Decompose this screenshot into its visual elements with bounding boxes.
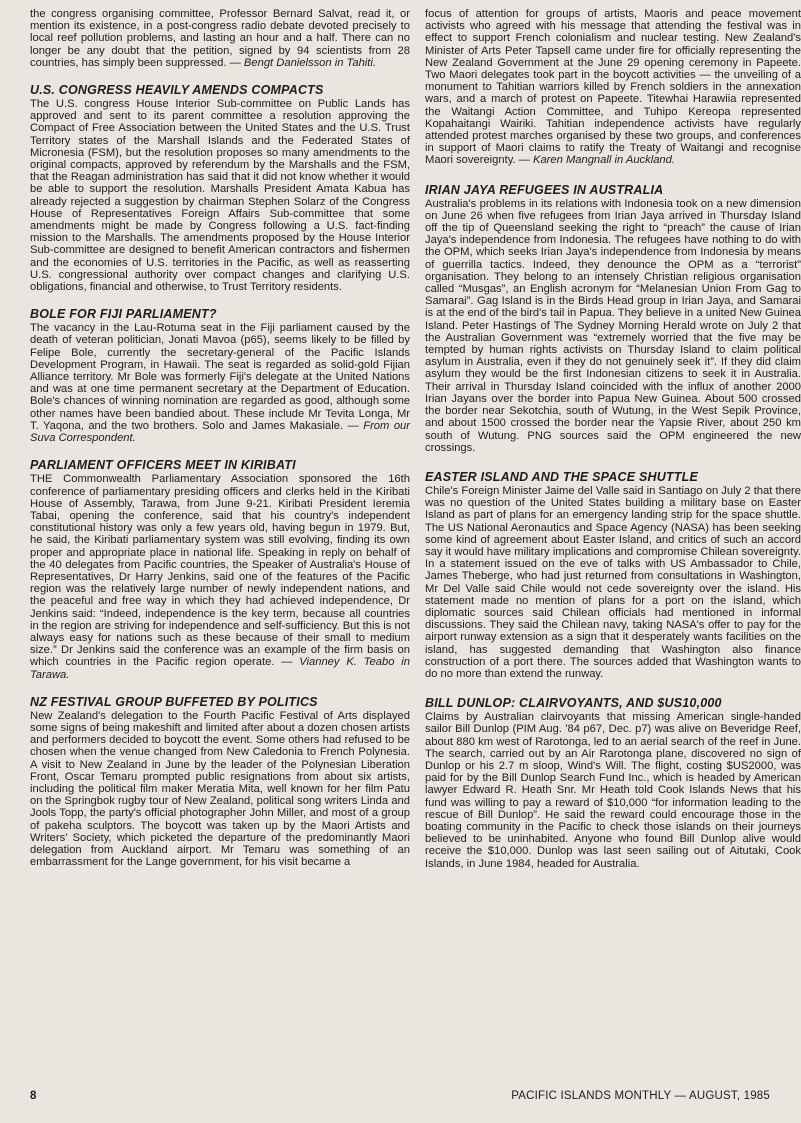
article-bole xyxy=(30,307,410,444)
article-body xyxy=(30,473,410,680)
article-body: Chile's Foreign Minister Jaime del Valle said in Santiago on July 2 that there was no question of the United States building a military base on Easter Island as part of plans for an emergency landing strip for the space shuttle. The US National Aeronautics and Space Agency (NASA) has been seeking some kind of agreement about Easter Island, and critics of such an accord say it would have military implications and compromise Chilean sovereignty. In a statement issued on the eve of talks with US Ambassador to Chile, James Theberge, who had just returned from consultations in Washington, Mr Del Valle said Chile would not cede sovereignty over the island. His statement made no mention of plans for a port on the island, which diplomatic sources said Chilean officials had mentioned in informal discussions. They said the Chilean navy, taking NASA's offer to pay for the airport runway extension as a sign that it desperately wants facilities on the island, has suggested demanding that Washington also finance construction of a port there. The sources added that Washington wants to do no more than extend the runway. xyxy=(425,484,801,680)
body-text: focus of attention for groups of artists, Maoris and peace movement activists who agreed with his message that attending the festival was in effect to support French colonialism and nuclear testing. New Zealand's Minister of Arts Peter Tapsell came under fire for officially representing the New Zealand Government at the June 29 opening ceremony in Papeete. Two Maori delegates took part in the boycott activities — the unveiling of a monument to Tahitian warriors killed by French soldiers in the annexation wars, and a march of protest on Papeete. Titewhai Harawiia represented the Waitangi Action Committee, and Tuhipo Kereopa represented Kopahaitangi Wairiki. Tahitian independence activists have regularly attended protest marches organised by these two groups, and conferences in support of Maori claims to ratify the Treaty of Waitangi and recognise Maori sovereignty. — xyxy=(425,8,801,167)
byline: Karen Mangnall in Auckland. xyxy=(532,154,675,167)
running-title: PACIFIC ISLANDS MONTHLY — AUGUST, 1985 xyxy=(511,1090,770,1102)
byline: From our Suva Correspondent. xyxy=(30,419,410,445)
article-body xyxy=(30,8,410,69)
article-body: The U.S. congress House Interior Sub-committee on Public Lands has approved and sent to its parent committee a resolution approving the Compact of Free Association between the United States and the U.S. Trust Territory states of the Marshall Islands and the Federated States of Micronesia (FSM), but the resolution proposes so many amendments to the original compacts, approved by referendum by the Marshalls and the FSM, that the Reagan administration has said that it did not know whether it would be able to support the resolution. Marshalls President Amata Kabua has already rejected a suggestion by chairman Stephen Solarz of the Congress House of Representatives Foreign Affairs Sub-committee that some amendments might be made by Congress following a U.S. fact-finding mission to the Marshalls. The amendments proposed by the House Interior Sub-committee are designed to benefit American contractors and fishermen and the economies of U.S. territories in the Pacific, as well as reasserting U.S. congressional authority over compact changes and clarifying U.S. obligations, financial and otherwise, to Trust Territory residents. xyxy=(30,98,410,294)
article-body: Claims by Australian clairvoyants that missing American single-handed sailor Bill Dunlop (PIM Aug. '84 p67, Dec. p7) was alive on Beveridge Reef, about 880 km west of Rarotonga, led to an aerial search of the reef in June. The search, carried out by an Air Rarotonga plane, discovered no sign of Dunlop or his 2.7 m sloop, Wind's Will. The flight, costing $US2000, was paid for by the Bill Dunlop Search Fund Inc., which is headed by American lawyer Edward R. Heath Snr. Mr Heath told Cook Islands News that his fund was willing to pay a reward of $10,000 “for information leading to the rescue of Bill Dunlop”. He said the reward could encourage those in the boating community in the Pacific to check those islands on their journeys believed to be uninhabited. Anyone who found Bill Dunlop alive would receive the $10,000. Dunlop was last seen sailing out of Aitutaki, Cook Islands, in June 1984, headed for Australia. xyxy=(425,711,801,870)
byline: Vianney K. Teabo in Tarawa. xyxy=(30,656,410,681)
article-headline: IRIAN JAYA REFUGEES IN AUSTRALIA xyxy=(425,182,664,197)
page-footer xyxy=(30,1090,770,1108)
body-text: The vacancy in the Lau-Rotuma seat in the Fiji parliament caused by the death of veteran politician, Jonati Mavoa (p65), seems likely to be filled by Felipe Bole, currently the secretary-general of the Pacific Islands Development Program, in Hawaii. The seat is regarded as solid-gold Fijian Alliance territory. Mr Bole was formerly Fiji's delegate at the United Nations and was at one time permanent secretary at the Department of Education. Bole's chances of winning nomination are regarded as good, although some other names have been bandied about. These include Mr Tevita Longa, Mr T. Yaqona, and the two brothers. Solo and James Makasiale. — xyxy=(30,322,410,432)
article-nz-festival xyxy=(30,695,410,869)
article-headline: PARLIAMENT OFFICERS MEET IN KIRIBATI xyxy=(30,458,296,473)
article-headline: BILL DUNLOP: CLAIRVOYANTS, AND $US10,000 xyxy=(425,696,722,711)
page-number: 8 xyxy=(30,1090,37,1102)
body-text: THE Commonwealth Parliamentary Association sponsored the 16th conference of parliamentary presiding officers and clerks held in the Kiribati House of Assembly, Tarawa, from June 9-21. Kiribati President Ieremia Tabai, opening the conference, said that his country's independent constitutional history was only a few years old, having begun in 1979. But, he said, the Kiribati parliamentary system was still evolving, finding its own proper and appropriate place in national life. Speaking in reply on behalf of the 40 delegates from Pacific countries, the Speaker of Australia's House of Representatives, Dr Harry Jenkins, said one of the features of the Pacific region was the relatively large number of newly independent nations, and the peaceful and free way in which they had achieved independence, Dr Jenkins said: “Indeed, independence is the key term, because all countries in the region are striving for independence and self-sufficiency. But this is not always easy for nations such as these because of their small to medium size.” Dr Jenkins said the conference was an example of the firm basis on which countries in the Pacific region operate. — xyxy=(30,473,410,669)
article-kiribati xyxy=(30,458,410,680)
article-nz-festival-continued xyxy=(425,8,801,167)
article-headline: NZ FESTIVAL GROUP BUFFETED BY POLITICS xyxy=(30,694,318,709)
body-text: the congress organising committee, Professor Bernard Salvat, read it, or mention its existence, in a post-congress radio debate devoted precisely to local reef pollution problems, and lasting an hour and a half. There can no longer be any doubt that the petition, signed by 94 scientists from 28 countries, has simply been suppressed. — xyxy=(30,8,410,69)
article-dunlop xyxy=(425,696,801,870)
article-irian-jaya xyxy=(425,183,801,454)
article-compacts xyxy=(30,83,410,293)
article-easter-island xyxy=(425,470,801,680)
article-headline: EASTER ISLAND AND THE SPACE SHUTTLE xyxy=(425,469,698,484)
article-headline: BOLE FOR FIJI PARLIAMENT? xyxy=(30,307,217,322)
article-body xyxy=(30,322,410,444)
article-body xyxy=(425,8,801,167)
article-body: New Zealand's delegation to the Fourth Pacific Festival of Arts displayed some signs of being makeshift and limited after about a dozen chosen artists and performers decided to boycott the event. Some others had refused to be chosen when the venue changed from New Caledonia to French Polynesia. A visit to New Zealand in June by the leader of the Polynesian Liberation Front, Oscar Temaru prompted public resignations from about six artists, including the political film maker Meratia Mita, well known for her film Patu on the Springbok rugby tour of New Zealand, political song writers Linda and Jools Topp, the party's official photographer John Miller, and most of a group of pakeha sculptors. The boycott was taken up by the Maori Artists and Writers' Society, which picketed the departure of the predominantly Maori delegation from Auckland airport. Mr Temaru was something of an embarrassment for the Lange government, for his visit became a xyxy=(30,709,410,869)
byline: Bengt Danielsson in Tahiti. xyxy=(243,56,376,69)
right-column xyxy=(425,8,801,870)
article-body: Australia's problems in its relations with Indonesia took on a new dimension on June 26 when five refugees from Irian Jaya arrived in Thursday Island off the tip of Queensland seeking the right to “preach” the cause of Irian Jaya's independence from Indonesia. The refugees have nothing to do with the OPM, which seeks Irian Jaya's independence from Indonesia by means of guerrilla tactics. Indeed, they denounce the OPM as a “terrorist” organisation. They belong to an intensely Christian religious organisation called “Musgas”, an English acronym for “Melanesian Union From Gag to Samarai”. Gag Island is in the Birds Head group in Irian Jaya, and Samarai is at the end of the bird's tail in Papua. They believe in a united New Guinea Island. Peter Hastings of The Sydney Morning Herald wrote on July 2 that the Australian Government was “extremely worried that the five may be tempted by human rights activists on Thursday Island to claim political asylum in Australia, even if they do not genuinely seek it”. If they did claim asylum they would be the first Indonesian citizens to seek it in Australia. Their arrival in Thursday Island coincided with the influx of another 2000 Irian Jayans over the border into Papua New Guinea. About 500 crossed the border near Sekotchia, south of Wutung, in the West Sepik Province, and about 1500 crossed the border near the Yapsie River, about 250 km south of Wutung. PNG sources said the OPM engineered the new crossings. xyxy=(425,197,801,454)
article-salvat xyxy=(30,8,410,69)
article-headline: U.S. CONGRESS HEAVILY AMENDS COMPACTS xyxy=(30,83,324,98)
left-column xyxy=(30,8,410,868)
